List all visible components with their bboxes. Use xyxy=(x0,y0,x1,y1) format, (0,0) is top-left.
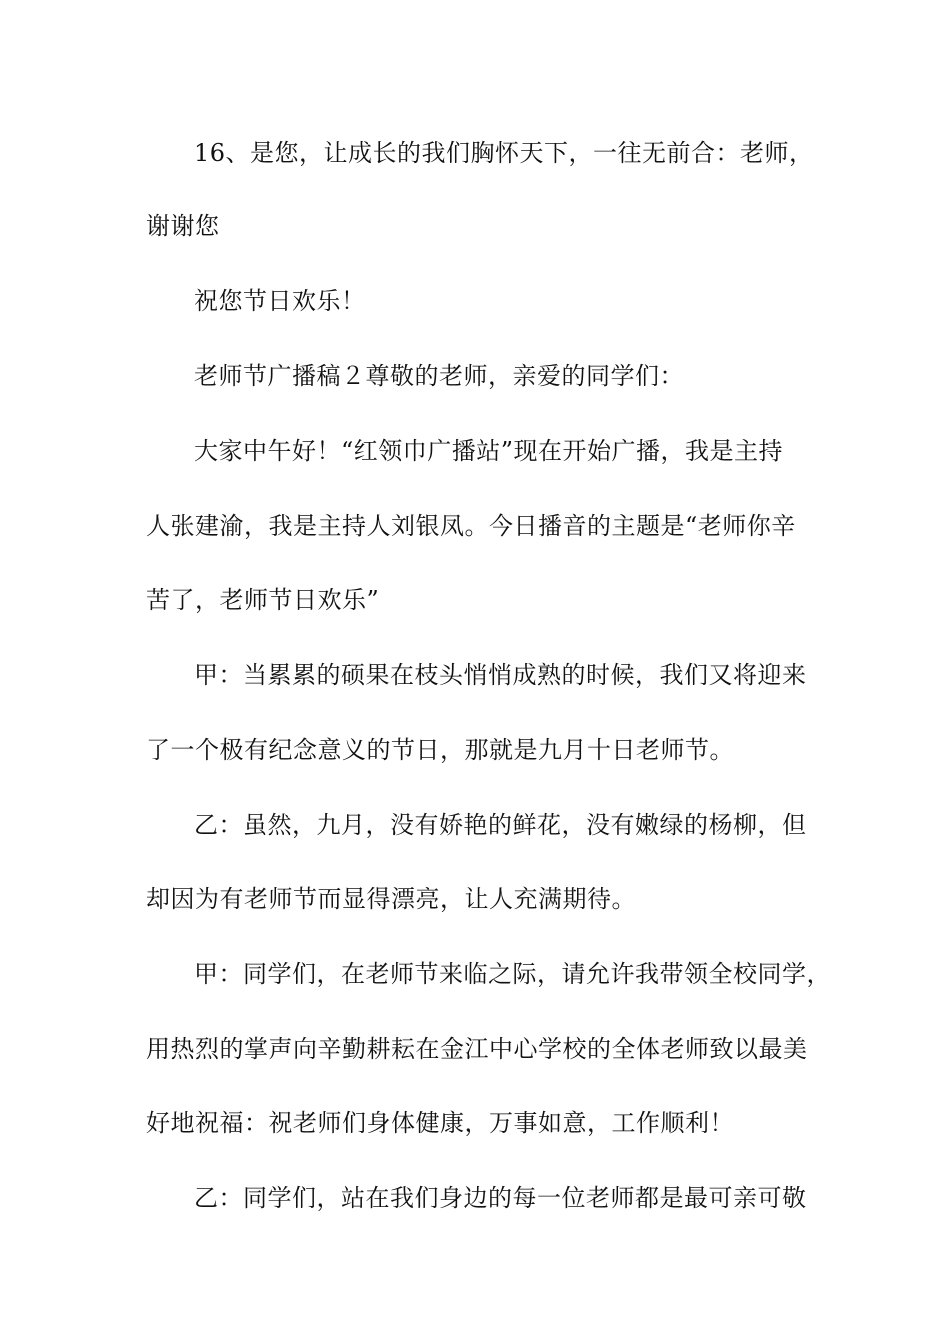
text-line-5: 大家中午好！“红领巾广播站”现在开始广播，我是主持 xyxy=(194,437,784,465)
text-line-3: 祝您节日欢乐！ xyxy=(194,287,366,315)
text-line-14: 好地祝福：祝老师们身体健康，万事如意，工作顺利！ xyxy=(146,1109,734,1137)
text-line-4: 老师节广播稿２尊敬的老师，亲爱的同学们： xyxy=(194,362,684,390)
text-line-6: 人张建渝，我是主持人刘银凤。今日播音的主题是“老师你辛 xyxy=(146,512,796,540)
text-line-11: 却因为有老师节而显得漂亮，让人充满期待。 xyxy=(146,885,636,913)
text-line-10: 乙：虽然，九月，没有娇艳的鲜花，没有嫩绿的杨柳，但 xyxy=(194,811,807,839)
text-line-7: 苦了，老师节日欢乐” xyxy=(146,586,380,614)
text-line-9: 了一个极有纪念意义的节日，那就是九月十日老师节。 xyxy=(146,736,734,764)
text-line-8: 甲：当累累的硕果在枝头悄悄成熟的时候，我们又将迎来 xyxy=(194,661,807,689)
text-line-12: 甲：同学们，在老师节来临之际，请允许我带领全校同学， xyxy=(194,960,831,988)
text-line-2: 谢谢您 xyxy=(146,212,220,240)
text-line-1: 16、是您，让成长的我们胸怀天下，一往无前合：老师， xyxy=(194,139,814,167)
text-line-13: 用热烈的掌声向辛勤耕耘在金江中心学校的全体老师致以最美 xyxy=(146,1035,808,1063)
text-line-15: 乙：同学们，站在我们身边的每一位老师都是最可亲可敬 xyxy=(194,1184,807,1212)
